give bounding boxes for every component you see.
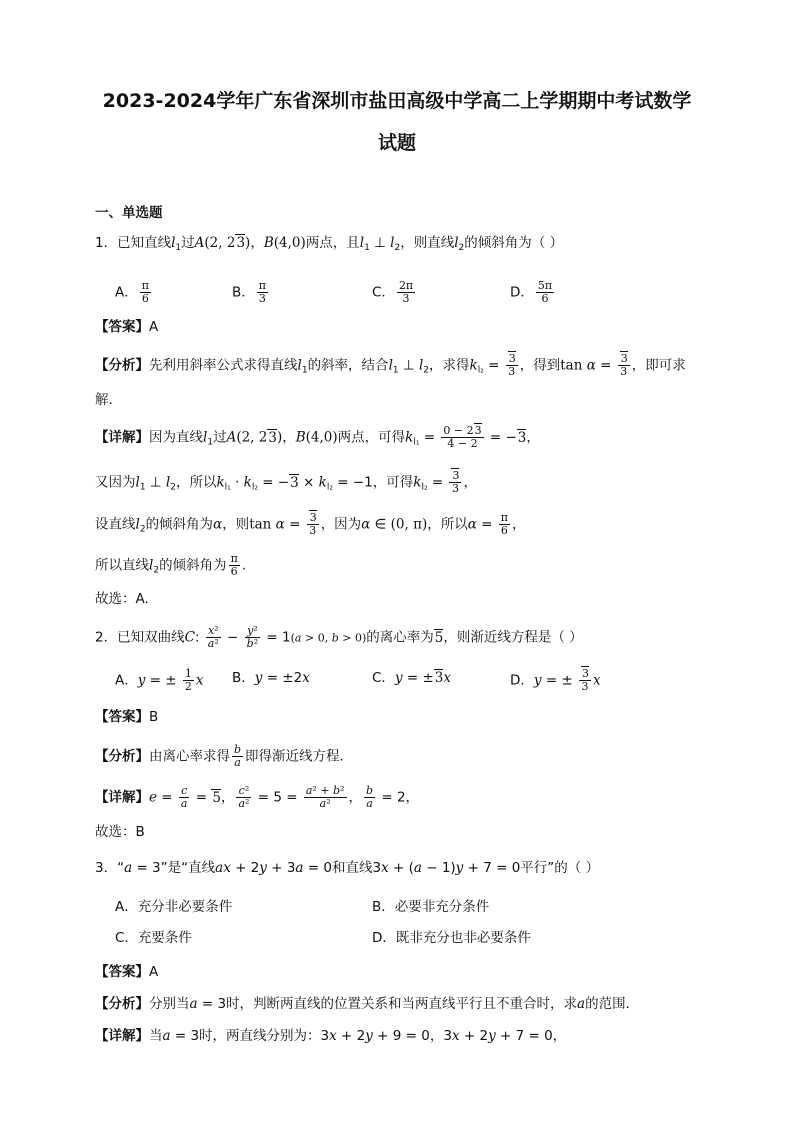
q2-option-c[interactable]: C．y = ±3x xyxy=(372,670,452,686)
q3-option-d[interactable]: D．既非充分也非必要条件 xyxy=(372,930,531,946)
q1-analysis: 【分析】先利用斜率公式求得直线$l_1$的斜率，结合$l_1$ ⊥ $l_2$，求得$k_{l_2}$ = $\frac{3}{3}$ ，得到tan α = $\frac{3}{3}$ ，即可求 xyxy=(95,352,686,378)
q1-detail-line-4: 所以直线$l_2$的倾斜角为 $\frac{\pi}{6}$ . xyxy=(95,552,247,578)
question-3-stem: 3．“a = 3”是“直线ax + 2y + 3a = 0和直线3x + (a − 1)y + 7 = 0平行”的（ ） xyxy=(95,860,600,876)
q3-detail: 【详解】当a = 3时，两直线分别为：3x + 2y + 9 = 0，3x + 2y + 7 = 0， xyxy=(95,1028,567,1044)
q1-option-b[interactable]: B． $\frac{\pi}{3}$ xyxy=(232,279,266,305)
q1-conclusion: 故选：A. xyxy=(95,591,149,607)
q1-detail-line-1: 【详解】因为直线$l_1$过A(2, 23)，B(4,0)两点，可得$k_{l_1}$ = $\frac{0 - 23}{4 - 2}$ = −3， xyxy=(95,424,540,450)
q1-option-c[interactable]: C． $\frac{2\pi}{3}$ xyxy=(372,279,414,305)
q3-answer: 【答案】A xyxy=(95,964,159,980)
q1-analysis-cont: 解. xyxy=(95,392,113,408)
q3-option-c[interactable]: C．充要条件 xyxy=(115,930,192,946)
q1-detail-line-2: 又因为$l_1$ ⊥ $l_2$，所以$k_{l_1} \cdot k_{l_2} = -3 \times k_{l_2} = -1$，可得$k_{l_2}$ = $\frac{3}{3}$ ， xyxy=(95,469,477,495)
q2-conclusion: 故选：B xyxy=(95,824,145,840)
section-heading: 一、单选题 xyxy=(95,205,163,221)
q1-answer: 【答案】A xyxy=(95,319,159,335)
page-title: 2023-2024学年广东省深圳市盐田高级中学高二上学期期中考试数学 xyxy=(102,90,692,112)
q2-option-d[interactable]: D．y = ± $\frac{3}{3}$ x xyxy=(510,667,601,693)
q1-detail-line-3: 设直线$l_2$的倾斜角为α，则tan α = $\frac{3}{3}$ ，因为α ∈ (0, π)，所以α = $\frac{\pi}{6}$ ， xyxy=(95,511,526,537)
q1-option-d[interactable]: D． $\frac{5\pi}{6}$ xyxy=(510,279,553,305)
q2-option-a[interactable]: A．y = ± $\frac{1}{2}$ x xyxy=(115,667,204,693)
question-1-stem: 1．已知直线$l_1$过A(2, 23)，B(4,0)两点，且$l_1$ ⊥ $l_2$，则直线$l_2$的倾斜角为（ ） xyxy=(95,235,564,253)
q2-analysis: 【分析】由离心率求得 $\frac{b}{a}$ 即得渐近线方程． xyxy=(95,743,354,769)
q3-option-b[interactable]: B．必要非充分条件 xyxy=(372,899,490,915)
page-title-continued: 试题 xyxy=(377,132,416,154)
q3-option-a[interactable]: A．充分非必要条件 xyxy=(115,899,233,915)
q2-option-b[interactable]: B．y = ±2x xyxy=(232,670,310,686)
q2-detail: 【详解】e = $\frac{c}{a}$ = 5， $\frac{\text{c²}}{\text{a²}}$ = 5 = $\frac{\text{a² + b²}}{\text{a²}}$ ， $\frac{b}{a}$ = 2， xyxy=(95,784,420,810)
question-2-stem: 2．已知双曲线C: $\frac{\text{x²}}{\text{a²}}$ − $\frac{\text{y²}}{\text{b²}}$ = 1(a > 0, b > 0)的离心率为5，则渐近线方程是（ ） xyxy=(95,624,583,650)
q1-option-a[interactable]: A． $\frac{\pi}{6}$ xyxy=(115,279,149,305)
q2-answer: 【答案】B xyxy=(95,709,159,725)
q3-analysis: 【分析】分别当a = 3时，判断两直线的位置关系和当两直线平行且不重合时，求a的范围． xyxy=(95,996,640,1012)
